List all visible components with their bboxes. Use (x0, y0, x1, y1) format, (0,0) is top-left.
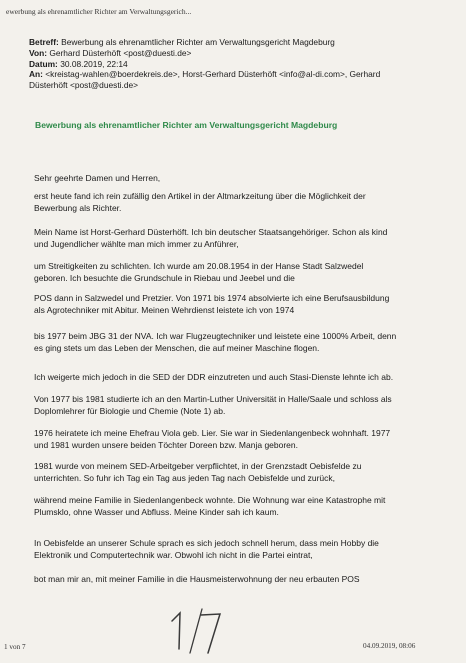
paragraph-line: 1981 wurde von meinem SED-Arbeitgeber verpflichtet, in der Grenzstadt Oebisfelde zu (34, 461, 362, 471)
paragraph-line: 1976 heiratete ich meine Ehefrau Viola geb. Lier. Sie war in Siedenlangenbeck wohnhaft. 1977 (34, 428, 391, 438)
paragraph-line: Bewerbung als Richter. (34, 203, 122, 214)
paragraph-line: unterrichten. So fuhr ich Tag ein Tag aus jeden Tag nach Oebisfelde und zurück, (34, 473, 336, 484)
paragraph (34, 172, 434, 184)
paragraph-line: POS dann in Salzwedel und Pretzier. Von 1971 bis 1974 absolvierte ich eine Berufsausbildung (34, 293, 390, 303)
paragraph-line: Doplomlehrer für Biologie und Chemie (Note 1) ab. (34, 406, 226, 417)
print-timestamp: 04.09.2019, 08:06 (363, 642, 416, 650)
page-counter: 1 von 7 (4, 643, 26, 651)
subject-label: Betreff: (29, 37, 59, 47)
email-meta (29, 37, 449, 91)
paragraph-line: Ich weigerte mich jedoch in die SED der DDR einzutreten und auch Stasi-Dienste lehnte ich ab. (34, 372, 394, 382)
paragraph-line: als Agrotechniker mit Abitur. Meinen Wehrdienst leistete ich von 1974 (34, 305, 295, 316)
to-value-line1: <kreistag-wahlen@boerdekreis.de>, Horst-Gerhard Düsterhöft <info@al-di.com>, Gerhard (45, 69, 381, 80)
paragraph (34, 330, 434, 354)
meta-from-row (29, 48, 449, 59)
paragraph-line: Sehr geehrte Damen und Herren, (34, 173, 161, 183)
paragraph (34, 537, 434, 561)
paragraph-line: während meine Familie in Siedenlangenbeck wohnte. Die Wohnung war eine Katastrophe mit (34, 495, 386, 505)
paragraph-line: Elektronik und Computertechnik war. Obwohl ich nicht in die Partei eintrat, (34, 550, 313, 561)
handwritten-page-number (168, 603, 224, 657)
paragraph (34, 190, 434, 214)
print-header-title: ewerbung als ehrenamtlicher Richter am Verwaltungsgerich... (6, 7, 192, 16)
paragraph-line: um Streitigkeiten zu schlichten. Ich wurde am 20.08.1954 in der Hanse Stadt Salzwedel (34, 261, 364, 271)
paragraph (34, 260, 434, 284)
paragraph (34, 573, 434, 585)
subject-value: Bewerbung als ehrenamtlicher Richter am Verwaltungsgericht Magdeburg (61, 37, 335, 47)
from-value: Gerhard Düsterhöft <post@duesti.de> (49, 47, 192, 58)
paragraph-line: Mein Name ist Horst-Gerhard Düsterhöft. Ich bin deutscher Staatsangehöriger. Schon als kind (34, 227, 388, 237)
paragraph-line: bis 1977 beim JBG 31 der NVA. Ich war Flugzeugtechniker und leistete eine 1000% Arbeit, denn (34, 331, 397, 341)
paragraph-line: Von 1977 bis 1981 studierte ich an den Martin-Luther Universität in Halle/Saale und schloss als (34, 394, 392, 404)
paragraph-line: und 1981 wurden unsere beiden Töchter Doreen bzw. Manja geboren. (34, 440, 298, 451)
paragraph-line: es ging stets um das Leben der Menschen, die auf meiner Maschine flogen. (34, 343, 320, 354)
paragraph (34, 292, 434, 316)
paragraph (34, 427, 434, 451)
paragraph-line: bot man mir an, mit meiner Familie in die Hausmeisterwohnung der neu erbauten POS (34, 574, 360, 584)
paragraph-line: In Oebisfelde an unserer Schule sprach es sich jedoch schnell herum, dass mein Hobby die (34, 538, 379, 548)
paragraph-line: geboren. Ich besuchte die Grundschule in Riebau und Jeebel und die (34, 273, 295, 284)
paragraph (34, 226, 434, 250)
paragraph-line: Plumsklo, ohne Wasser und Abfluss. Meine Kinder sah ich kaum. (34, 507, 279, 518)
date-value: 30.08.2019, 22:14 (60, 58, 128, 69)
paragraph (34, 371, 434, 383)
letter-heading: Bewerbung als ehrenamtlicher Richter am Verwaltungsgericht Magdeburg (35, 120, 338, 130)
meta-to-row (29, 69, 449, 80)
date-label: Datum: (29, 58, 58, 69)
paragraph (34, 393, 434, 417)
meta-subject-row (29, 37, 449, 48)
paragraph (34, 494, 434, 518)
paragraph-line: erst heute fand ich rein zufällig den Artikel in der Altmarkzeitung über die Möglichkeit der (34, 191, 366, 201)
paragraph-line: und Jugendlicher wählte man mich immer zu Anführer, (34, 239, 239, 250)
paragraph (34, 460, 434, 484)
meta-to-row-cont (29, 80, 449, 91)
to-label: An: (29, 69, 43, 80)
meta-date-row (29, 59, 449, 70)
from-label: Von: (29, 47, 47, 58)
to-value-line2: Düsterhöft <post@duesti.de> (29, 80, 139, 91)
